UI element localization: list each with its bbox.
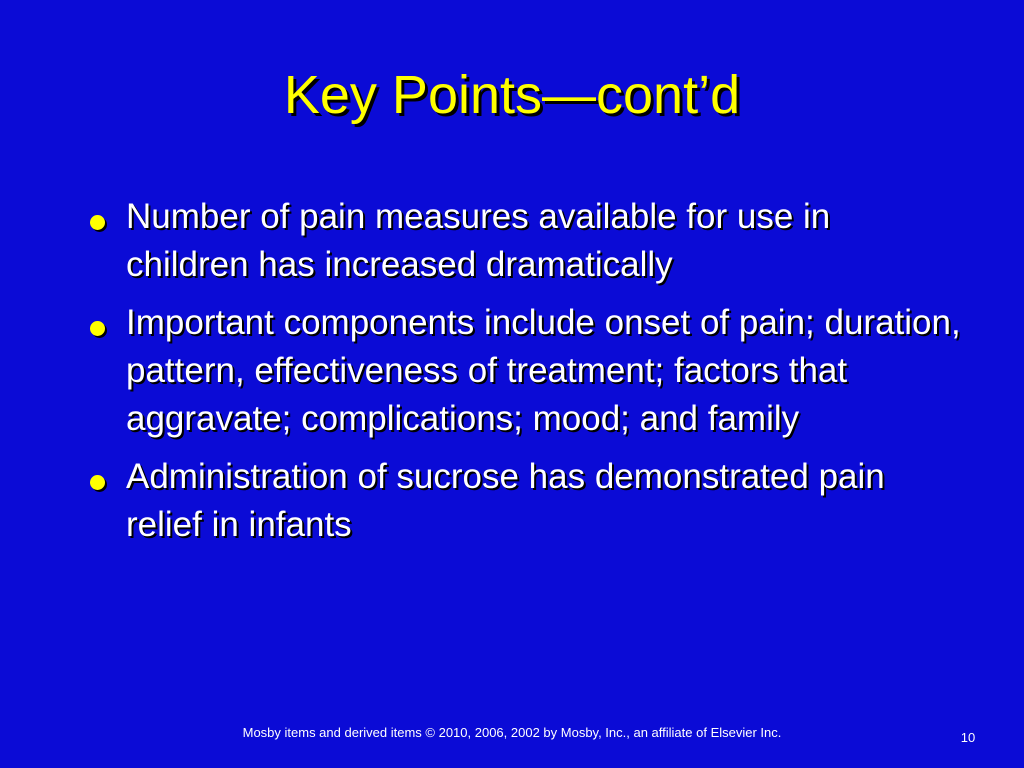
copyright-footer: Mosby items and derived items © 2010, 2006, 2002 by Mosby, Inc., an affiliate of Elsevier Inc. xyxy=(242,725,782,740)
slide-title: Key Points—cont’d xyxy=(283,65,741,125)
bullet-dot-icon xyxy=(90,215,105,230)
bullet-dot-icon xyxy=(90,475,105,490)
bullet-dot-icon xyxy=(90,321,105,336)
bullet-item xyxy=(82,193,962,289)
bullet-text: Number of pain measures available for use in children has increased dramatically xyxy=(126,197,831,284)
page-number: 10 xyxy=(960,730,976,745)
bullet-text: Important components include onset of pain; duration, pattern, effectiveness of treatment; factors that aggravate; complications; mood; and family xyxy=(126,303,961,438)
bullet-item xyxy=(82,453,962,549)
bullet-text: Administration of sucrose has demonstrated pain relief in infants xyxy=(126,457,885,544)
bullet-item xyxy=(82,299,962,443)
bullet-list xyxy=(82,193,962,559)
